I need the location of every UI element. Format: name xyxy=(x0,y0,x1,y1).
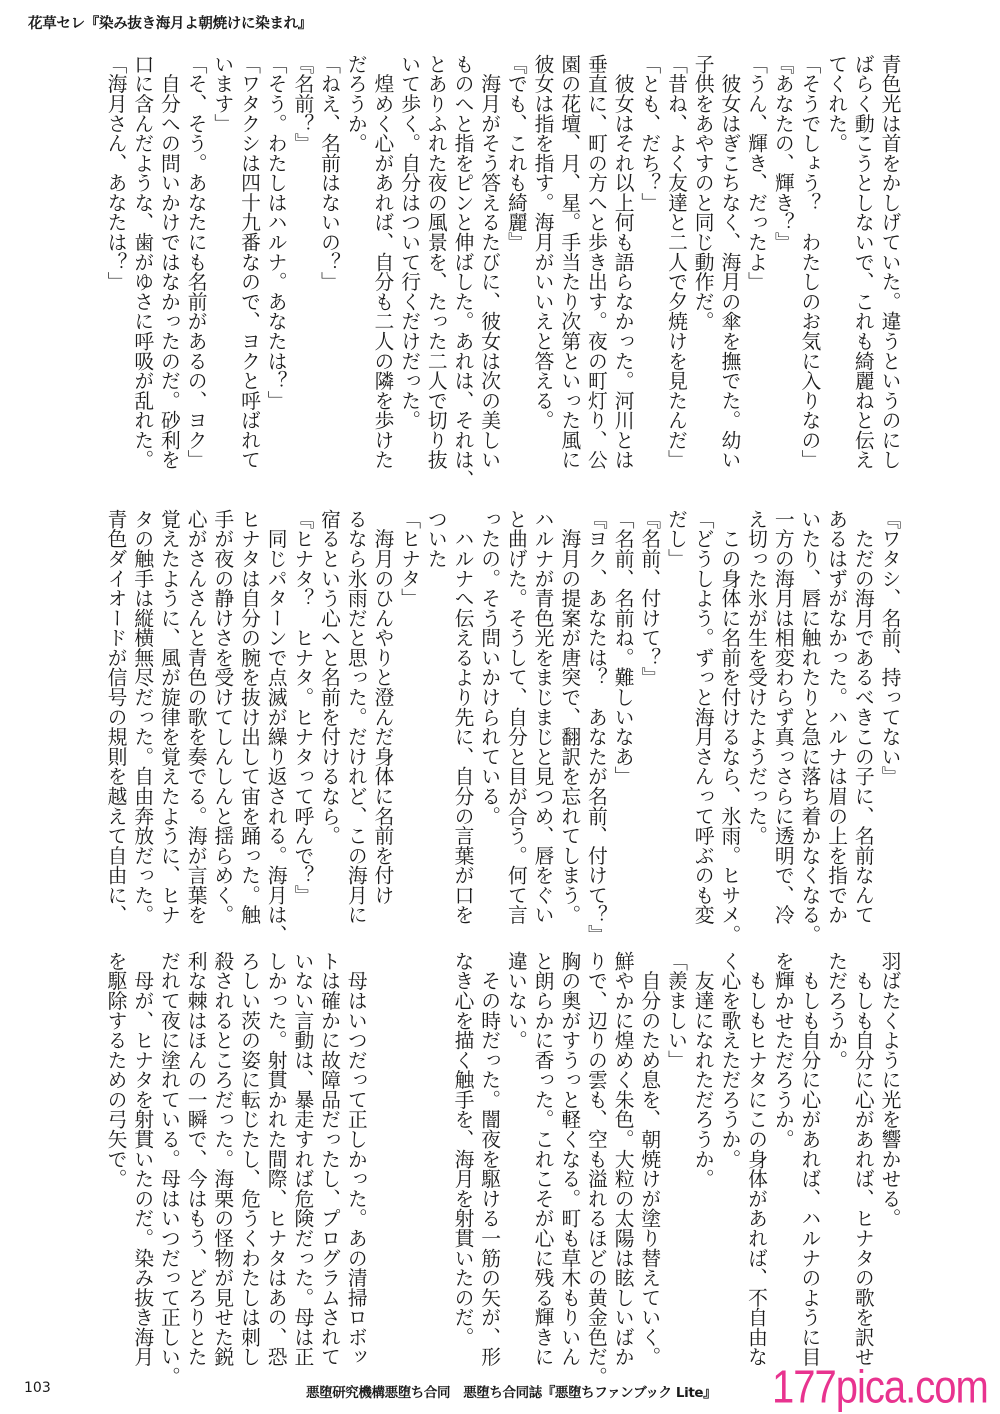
text-line xyxy=(368,951,395,1381)
text-line: 同じパターンで点滅が繰り返される。海月は、 xyxy=(264,509,288,945)
text-line: 『でも、これも綺麗』 xyxy=(504,54,528,252)
text-line: 『名前、付けて？』 xyxy=(637,509,661,688)
text-line: ばらく動こうとしないで、これも綺麗ねと伝え xyxy=(851,54,875,470)
text-line: 「羨ましい」 xyxy=(664,951,688,1070)
text-line: 「ワタクシは四十九番なので、ヨクと呼ばれて xyxy=(237,54,261,470)
text-line: てくれた。 xyxy=(824,54,848,153)
text-tier-bottom xyxy=(100,951,902,1387)
text-line: 『ヒナタ？ ヒナタ。ヒナタって呼んで？』 xyxy=(290,509,314,905)
text-line: 「そう。わたしはハルナ。あなたは？」 xyxy=(264,54,288,411)
text-line: 『ヨク、あなたは？ あなたが名前、付けて？』 xyxy=(584,509,608,945)
text-line: ただの海月であるべきこの子に、名前なんて xyxy=(851,509,875,925)
text-line: 園の花壇、月、星。手当たり次第といった風に xyxy=(557,54,581,470)
text-line: 「そうでしょう？ わたしのお気に入りなの」 xyxy=(797,54,821,470)
text-line: 青色ダイオードが信号の規則を越えて自由に、 xyxy=(104,509,128,925)
text-line xyxy=(395,951,422,1381)
text-line: え切った氷が生を受けたようだった。 xyxy=(744,509,768,846)
text-line: 友達になれただろうか。 xyxy=(691,951,715,1189)
text-line: 宿るという心へと名前を付けるなら。 xyxy=(317,509,341,846)
text-line: もしも自分に心があれば、ヒナタの歌を訳せ xyxy=(851,951,875,1367)
text-line: 「ねえ、名前はないの？」 xyxy=(317,54,341,292)
text-line: ものへと指をピンと伸ばした。あれは、それは、 xyxy=(451,54,474,490)
text-tier-top xyxy=(100,54,902,490)
text-line: を駆除するための弓矢で。 xyxy=(104,951,128,1189)
text-line: 子供をあやすのと同じ動作だ。 xyxy=(691,54,715,332)
text-line: を輝かせただろうか。 xyxy=(771,951,795,1149)
text-line: 母はいつだって正しかった。あの清掃ロボッ xyxy=(344,951,368,1367)
text-line: 覚えたように、風が旋律を覚えたように、ヒナ xyxy=(157,509,181,925)
text-line: 母が、ヒナタを射貫いたのだ。染み抜き海月 xyxy=(130,951,154,1367)
text-line: ハルナが青色光をまじまじと見つめ、唇をぐい xyxy=(531,509,555,925)
text-line: 殺されるところだった。海栗の怪物が見せた鋭 xyxy=(210,951,234,1367)
text-line: 『ワタシ、名前、持ってない』 xyxy=(878,509,901,787)
text-line: もしもヒナタにこの身体があれば、不自由な xyxy=(744,951,768,1367)
text-line xyxy=(422,951,449,1381)
text-line: 「名前、名前ね。難しいなあ」 xyxy=(611,509,635,787)
text-line: いたり、唇に触れたりと急に落ち着かなくなる。 xyxy=(797,509,821,945)
text-line: いない言動は、暴走すれば危険だった。母は正 xyxy=(290,951,314,1367)
watermark: 177pica.com xyxy=(772,1362,988,1413)
text-line: 羽ばたくように光を響かせる。 xyxy=(878,951,901,1229)
text-line: 「そ、そう。あなたにも名前があるの、ヨク」 xyxy=(184,54,208,470)
text-line: しかった。射貫かれた間際、ヒナタはあの、恐 xyxy=(264,951,288,1367)
text-line: 海月の提案が唐突で、翻訳を忘れてしまう。 xyxy=(557,509,581,925)
text-line: 「うん、輝き、だったよ」 xyxy=(744,54,768,292)
text-line: います」 xyxy=(210,54,234,134)
text-line: ヒナタは自分の腕を抜け出して宙を踊った。触 xyxy=(237,509,261,925)
text-line: ただろうか。 xyxy=(824,951,848,1070)
text-line: と曲げた。そうして、自分と目が合う。何て言 xyxy=(504,509,528,925)
text-line: 鮮やかに煌めく朱色。大粒の太陽は眩しいばか xyxy=(611,951,635,1367)
text-line: ついた xyxy=(424,509,448,569)
text-line: 胸の奥がすうっと軽くなる。町も草木もりいん xyxy=(557,951,581,1367)
text-line: 青色光は首をかしげていた。違うというのにし xyxy=(878,54,901,470)
footer-credit: 悪堕研究機構悪堕ち合同 悪堕ち合同誌『悪堕ちファンブック Lite』 xyxy=(306,1385,717,1401)
text-line: 垂直に、町の方へと歩き出す。夜の町灯り、公 xyxy=(584,54,608,470)
text-line: もしも自分に心があれば、ハルナのように目 xyxy=(797,951,821,1367)
text-line: 自分のため息を、朝焼けが塗り替えていく。 xyxy=(637,951,661,1367)
text-line: 『名前？』 xyxy=(290,54,314,153)
text-line: 彼女は指を指す。海月がいいえと答える。 xyxy=(531,54,555,431)
text-line: 利な棘はほんの一瞬で、今はもう、どろりとた xyxy=(184,951,208,1367)
page-number: 103 xyxy=(24,1380,51,1396)
text-line: とありふれた夜の風景を、たった二人で切り抜 xyxy=(424,54,448,470)
text-line: 海月がそう答えるたびに、彼女は次の美しい xyxy=(477,54,501,470)
text-line: りで、辺りの雲も、空も溢れるほどの黄金色だ。 xyxy=(584,951,608,1387)
text-line: 彼女はぎこちなく、海月の傘を撫でた。幼い xyxy=(717,54,741,470)
text-line: なき心を描く触手を、海月を射貫いたのだ。 xyxy=(451,951,474,1347)
text-line: 自分への問いかけではなかったのだ。砂利を xyxy=(157,54,181,470)
text-line: 「海月さん、あなたは？」 xyxy=(104,54,128,292)
text-line: だし」 xyxy=(664,509,688,569)
text-line: あるはずがなかった。ハルナは眉の上を指でか xyxy=(824,509,848,925)
running-header: 花草セレ『染み抜き海月よ朝焼けに染まれ』 xyxy=(28,16,312,32)
text-line: 海月のひんやりと澄んだ身体に名前を付け xyxy=(370,509,394,905)
text-line: 『あなたの、輝き？』 xyxy=(771,54,795,252)
text-line: 「どうしよう。ずっと海月さんって呼ぶのも変 xyxy=(691,509,715,925)
text-line: と朗らかに香った。これこそが心に残る輝きに xyxy=(531,951,555,1367)
text-line: るなら氷雨だと思った。だけれど、この海月に xyxy=(344,509,368,925)
text-line: 違いない。 xyxy=(504,951,528,1050)
text-line: 一方の海月は相変わらず真っさらに透明で、冷 xyxy=(771,509,795,925)
text-line: 心がさんさんと青色の歌を奏でる。海が言葉を xyxy=(184,509,208,925)
text-line: 手が夜の静けさを受けてしんしんと揺らめく。 xyxy=(210,509,234,925)
text-line: トは確かに故障品だったし、プログラムされて xyxy=(317,951,341,1367)
text-line: 「とも、だち？」 xyxy=(637,54,661,213)
text-line: いて歩く。自分はついて行くだけだった。 xyxy=(397,54,421,431)
text-line: 「昔ね、よく友達と二人で夕焼けを見たんだ」 xyxy=(664,54,688,470)
text-line: 彼女はそれ以上何も語らなかった。河川とは xyxy=(611,54,635,470)
text-line: この身体に名前を付けるなら、氷雨。ヒサメ。 xyxy=(717,509,741,945)
text-line: 煌めく心があれば、自分も二人の隣を歩けた xyxy=(370,54,394,470)
text-line: タの触手は縦横無尽だった。自由奔放だった。 xyxy=(130,509,154,925)
text-line: だれて夜に塗れている。母はいつだって正しい。 xyxy=(157,951,181,1387)
text-line: ハルナへ伝えるより先に、自分の言葉が口を xyxy=(451,509,474,925)
text-line: ったの。そう問いかけられている。 xyxy=(477,509,501,826)
text-line: く心を歌えただろうか。 xyxy=(717,951,741,1169)
text-line: 口に含んだような、歯がゆさに呼吸が乱れた。 xyxy=(130,54,154,470)
text-line: その時だった。闇夜を駆ける一筋の矢が、形 xyxy=(477,951,501,1367)
text-line: 「ヒナタ」 xyxy=(397,509,421,608)
text-tier-middle xyxy=(100,509,902,945)
text-line: ろしい茨の姿に転じたし、危うくわたしは刺し xyxy=(237,951,261,1367)
text-line: だろうか。 xyxy=(344,54,368,153)
